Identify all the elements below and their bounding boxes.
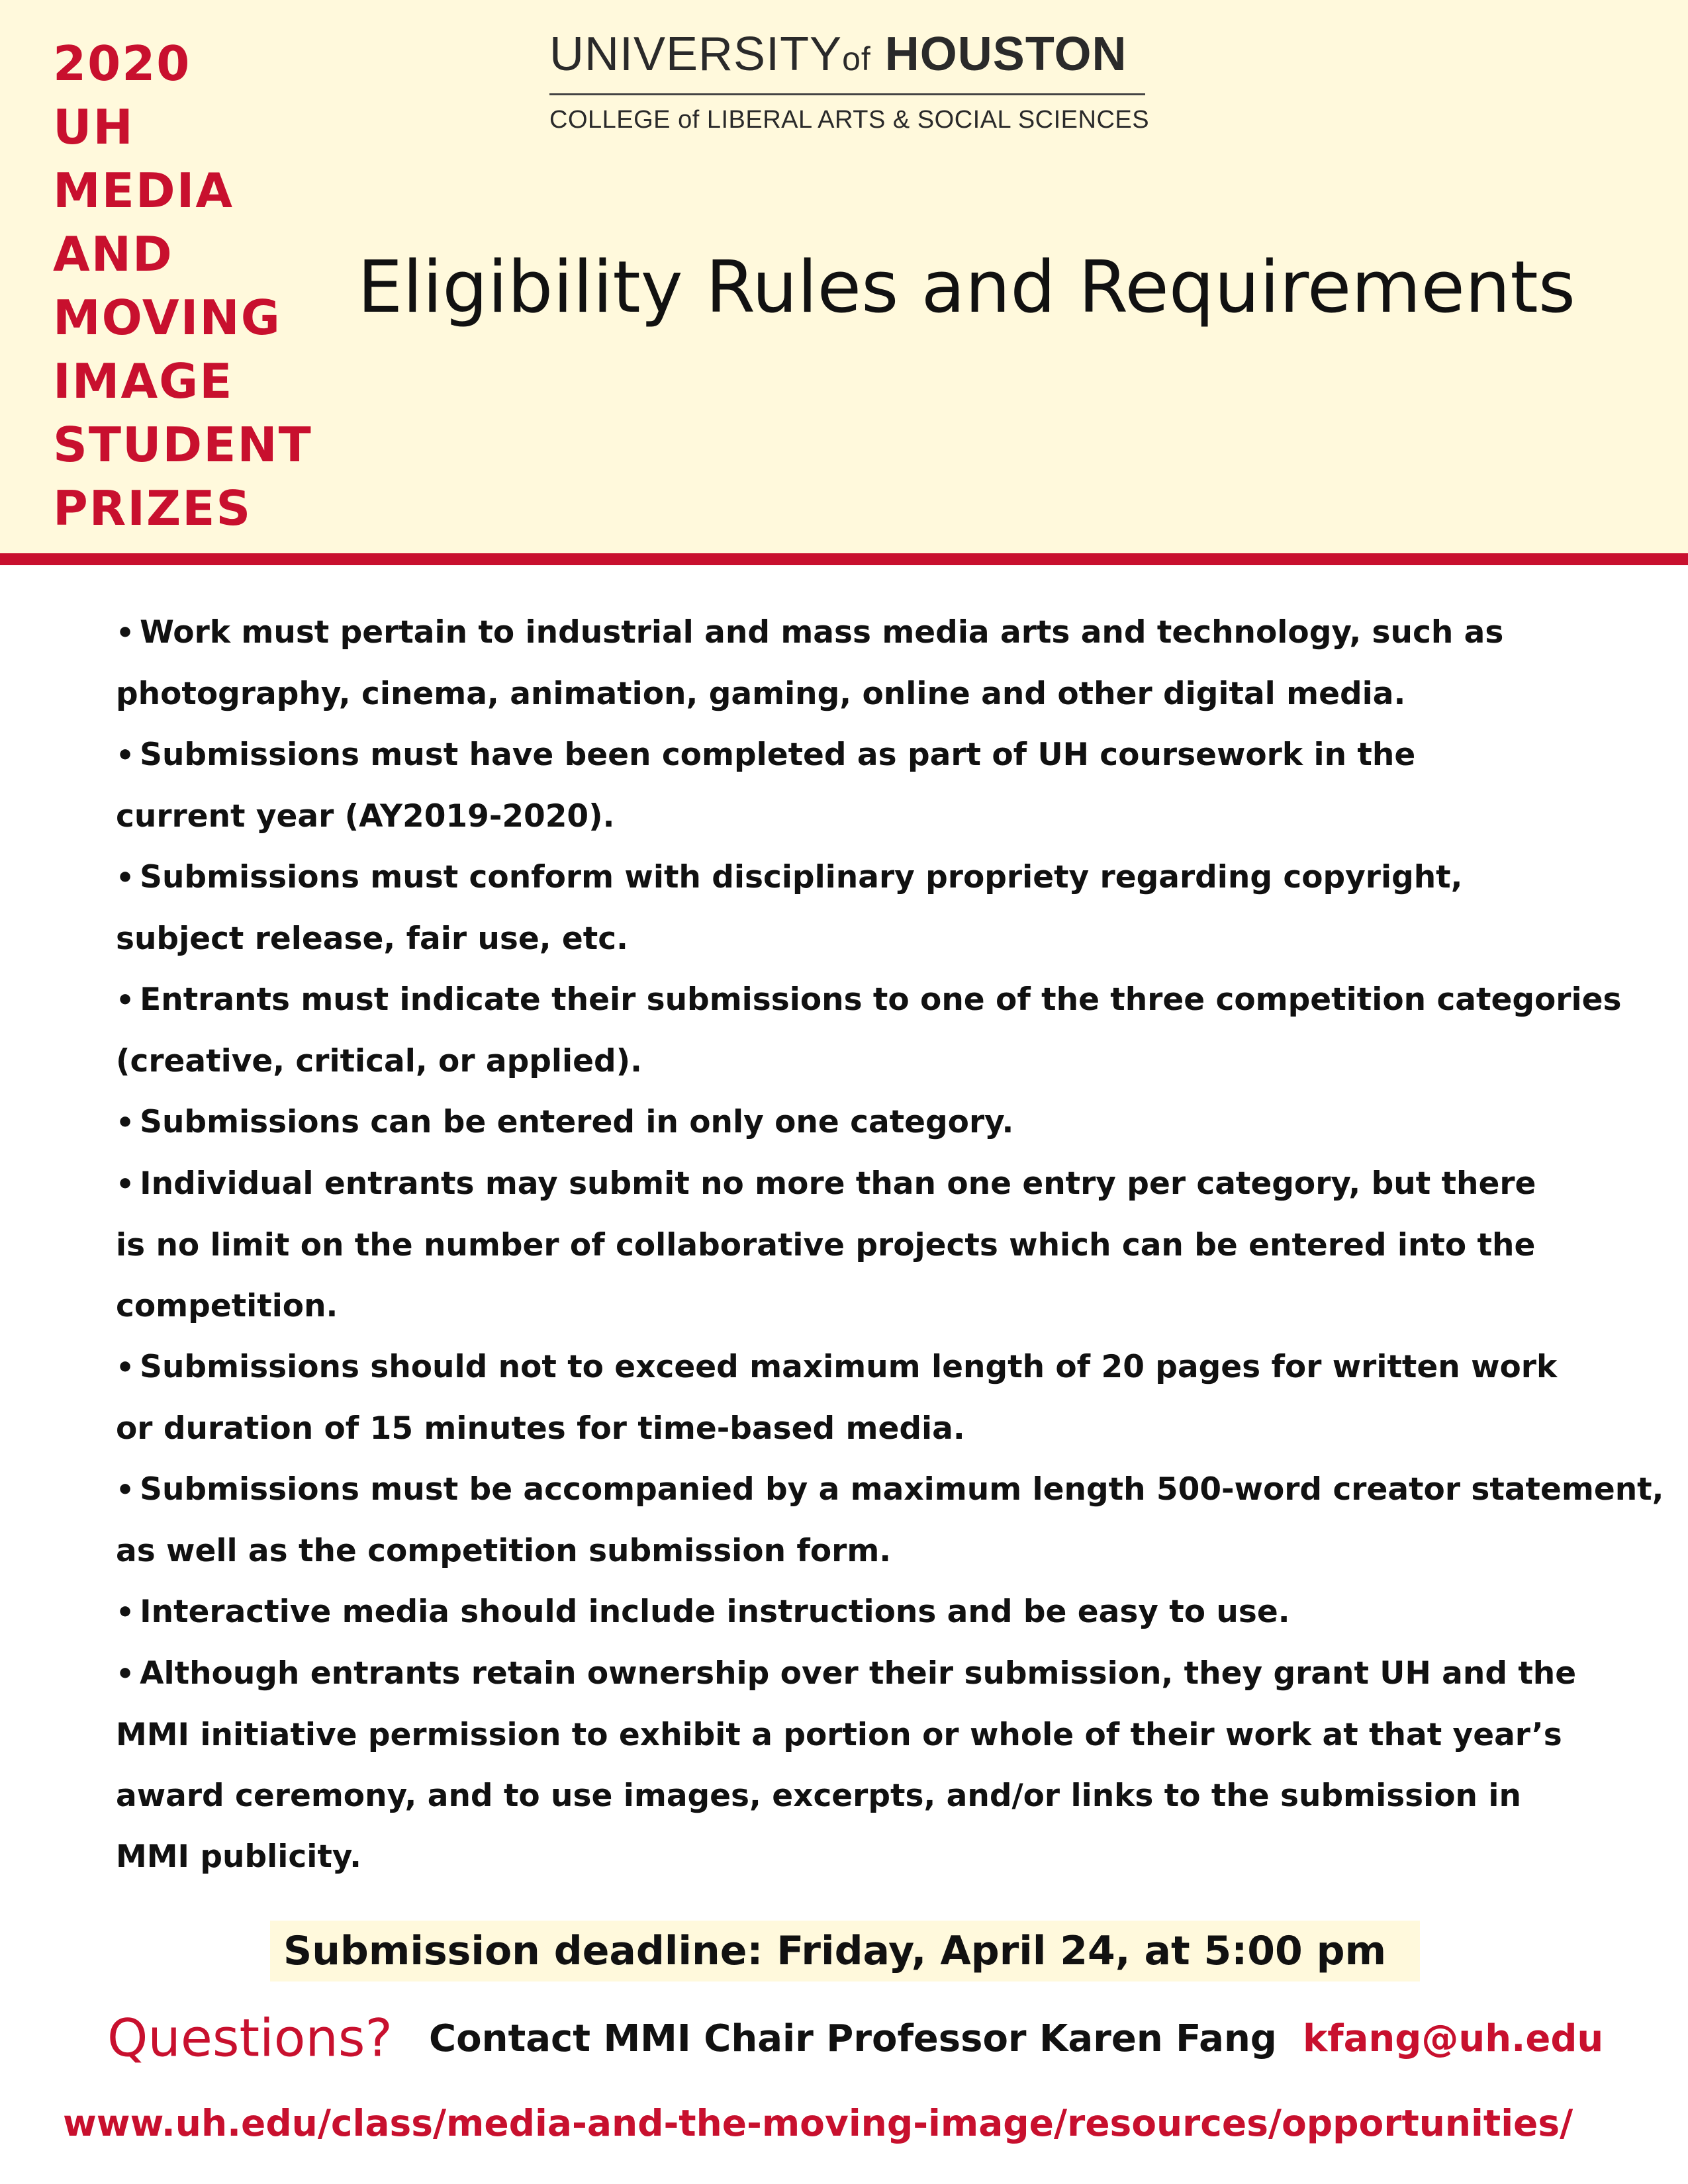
- side-title-line: IMAGE: [53, 353, 234, 409]
- rule-text: MMI publicity.: [116, 1839, 361, 1875]
- wordmark-houston: HOUSTON: [884, 28, 1127, 81]
- rule-line: [116, 1705, 1658, 1766]
- rule-line: [116, 909, 1658, 970]
- deadline-banner: Submission deadline: Friday, April 24, at 5:00 pm: [270, 1921, 1420, 1981]
- college-name: COLLEGE of LIBERAL ARTS & SOCIAL SCIENCES: [549, 106, 1150, 134]
- rule-text: Submissions should not to exceed maximum length of 20 pages for written work: [140, 1349, 1558, 1385]
- rule-line: [116, 1031, 1658, 1092]
- bullet-icon: •: [116, 616, 135, 650]
- rule-line: [116, 970, 1658, 1031]
- rule-item: [116, 1459, 1664, 1582]
- rule-item: [116, 1582, 1658, 1643]
- rule-line: [116, 1398, 1658, 1459]
- wordmark-of: of: [842, 40, 871, 77]
- side-title: [53, 32, 331, 540]
- bullet-icon: •: [116, 1351, 135, 1385]
- contact-row: [107, 1999, 1603, 2078]
- rule-item: [116, 847, 1658, 970]
- rule-text: (creative, critical, or applied).: [116, 1043, 642, 1079]
- rule-text: Submissions can be entered in only one category.: [140, 1104, 1014, 1140]
- logo-divider: [549, 93, 1145, 95]
- bullet-icon: •: [116, 1657, 135, 1691]
- rule-line: [116, 1459, 1664, 1521]
- wordmark-university: UNIVERSITY: [549, 28, 843, 81]
- rule-line: [116, 1092, 1658, 1154]
- rule-item: [116, 1337, 1658, 1459]
- rule-item: [116, 725, 1658, 847]
- side-title-line: 2020: [53, 36, 191, 91]
- rule-item: [116, 1154, 1658, 1337]
- bullet-icon: •: [116, 1473, 135, 1507]
- rule-text: Although entrants retain ownership over their submission, they grant UH and the: [140, 1655, 1577, 1692]
- side-title-line: PRIZES: [53, 480, 252, 536]
- rule-line: [116, 1643, 1658, 1705]
- rules-list: [116, 602, 1664, 1888]
- rule-text: competition.: [116, 1288, 338, 1324]
- side-title-line: MOVING: [53, 290, 281, 345]
- rule-line: [116, 847, 1658, 909]
- rule-line: [116, 1276, 1658, 1337]
- rule-item: [116, 1643, 1658, 1888]
- side-title-line: AND: [53, 226, 173, 282]
- rule-line: [116, 725, 1658, 786]
- page-title: Eligibility Rules and Requirements: [357, 246, 1576, 329]
- rule-text: Submissions must have been completed as part of UH coursework in the: [140, 737, 1416, 773]
- rule-text: is no limit on the number of collaborative projects which can be entered into the: [116, 1227, 1536, 1263]
- contact-email-link[interactable]: kfang@uh.edu: [1302, 2017, 1604, 2060]
- rule-text: Interactive media should include instructions and be easy to use.: [140, 1594, 1290, 1630]
- bullet-icon: •: [116, 1106, 135, 1140]
- rule-text: subject release, fair use, etc.: [116, 921, 628, 957]
- rule-line: [116, 1766, 1658, 1827]
- rule-line: [116, 1337, 1658, 1398]
- bullet-icon: •: [116, 739, 135, 772]
- website-link[interactable]: www.uh.edu/class/media-and-the-moving-image/resources/opportunities/: [63, 2102, 1573, 2144]
- rule-line: [116, 602, 1658, 664]
- header-divider: [0, 553, 1688, 565]
- rule-text: Submissions must be accompanied by a maximum length 500-word creator statement,: [140, 1471, 1664, 1508]
- rule-line: [116, 664, 1658, 725]
- bullet-icon: •: [116, 983, 135, 1017]
- university-wordmark: [549, 26, 1145, 87]
- bullet-icon: •: [116, 1167, 135, 1201]
- rule-text: Work must pertain to industrial and mass media arts and technology, such as: [140, 614, 1504, 651]
- rule-line: [116, 1154, 1658, 1215]
- rule-line: [116, 1582, 1658, 1643]
- side-title-line: UH: [53, 99, 134, 155]
- rule-text: as well as the competition submission form.: [116, 1533, 892, 1569]
- rule-text: photography, cinema, animation, gaming, online and other digital media.: [116, 676, 1406, 712]
- rule-text: or duration of 15 minutes for time-based media.: [116, 1410, 965, 1447]
- rule-line: [116, 786, 1658, 847]
- rule-text: Individual entrants may submit no more than one entry per category, but there: [140, 1165, 1536, 1202]
- rule-text: Submissions must conform with disciplinary propriety regarding copyright,: [140, 859, 1463, 895]
- university-logo: [549, 26, 1150, 134]
- side-title-line: MEDIA: [53, 163, 234, 218]
- side-title-line: STUDENT: [53, 417, 312, 473]
- rule-text: Entrants must indicate their submissions to one of the three competition categories: [140, 981, 1622, 1018]
- rule-text: MMI initiative permission to exhibit a portion or whole of their work at that year’s: [116, 1717, 1562, 1753]
- contact-text: Contact MMI Chair Professor Karen Fang: [429, 2017, 1277, 2060]
- rule-text: current year (AY2019-2020).: [116, 798, 615, 835]
- rule-item: [116, 1092, 1658, 1154]
- rule-line: [116, 1827, 1658, 1888]
- rule-line: [116, 1215, 1658, 1276]
- rule-item: [116, 970, 1658, 1092]
- rule-line: [116, 1521, 1658, 1582]
- rule-text: award ceremony, and to use images, excerpts, and/or links to the submission in: [116, 1778, 1521, 1814]
- bullet-icon: •: [116, 1596, 135, 1629]
- bullet-icon: •: [116, 861, 135, 895]
- questions-label: Questions?: [107, 2009, 393, 2069]
- rule-item: [116, 602, 1658, 725]
